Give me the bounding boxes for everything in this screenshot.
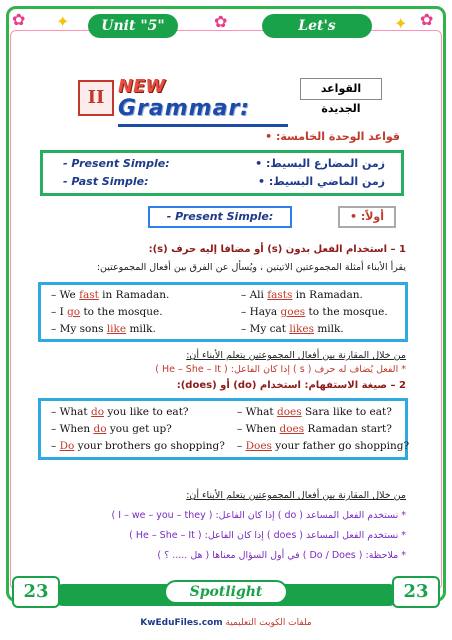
flower-icon: ✿ bbox=[214, 12, 228, 31]
site-link[interactable]: KwEduFiles.com bbox=[140, 618, 223, 628]
first-tag: أولاً: • bbox=[338, 206, 396, 228]
star-icon: ✦ bbox=[394, 14, 408, 33]
example-left: – What do you like to eat? bbox=[51, 406, 189, 418]
rule2-heading: 2 – صيغة الاستفهام: استخدام (do) أو (does): bbox=[176, 380, 406, 391]
tenses-box bbox=[40, 150, 404, 196]
page-number-left: 23 bbox=[12, 576, 60, 608]
learn2-heading: من خلال المقارنة بين أفعال المجموعتين يتعلم الأبناء أن: bbox=[186, 490, 406, 501]
site-footer bbox=[0, 618, 452, 628]
tense-row bbox=[43, 157, 401, 177]
example-left: – I go to the mosque. bbox=[51, 306, 163, 318]
page-number-right: 23 bbox=[392, 576, 440, 608]
tense-en: - Present Simple: bbox=[63, 157, 170, 170]
flower-icon: ✿ bbox=[420, 10, 434, 29]
learn2-note: * نستخدم الفعل المساعد ( does ) إذا كان الفاعل: ( He – She – It ) bbox=[129, 530, 406, 541]
example-left: – My sons like milk. bbox=[51, 323, 156, 335]
example-left: – When do you get up? bbox=[51, 423, 172, 435]
examples-box-1 bbox=[38, 282, 408, 342]
example-right: – Does your father go shopping? bbox=[237, 440, 410, 452]
star-icon: ✦ bbox=[56, 12, 70, 31]
learn1-note: * الفعل يُضاف له حرف ( s ) إذا كان الفاعل: ( He – She – It ) bbox=[155, 364, 406, 375]
lesson-title-badge: Let's celebrate bbox=[262, 14, 372, 38]
rule1-instruction: يقرأ الأبناء أمثلة المجموعتين الاتيتين ، ويُسأل عن الفرق بين أفعال المجموعتين: bbox=[96, 262, 406, 273]
present-simple-tag: - Present Simple: bbox=[148, 206, 292, 228]
example-right: – Haya goes to the mosque. bbox=[241, 306, 388, 318]
unit-rules-heading: قواعد الوحدة الخامسة: • bbox=[265, 130, 400, 143]
book-name-badge: Spotlight bbox=[164, 580, 288, 604]
flower-icon: ✿ bbox=[12, 10, 26, 29]
examples-box-2 bbox=[38, 398, 408, 460]
example-right: – Ali fasts in Ramadan. bbox=[241, 289, 363, 301]
tense-row bbox=[43, 175, 401, 195]
example-right: – What does Sara like to eat? bbox=[237, 406, 392, 418]
new-label: NEW bbox=[118, 76, 166, 97]
section-number: II bbox=[78, 80, 114, 116]
learn2-note: * ملاحظة: ( Do / Does ) في أول السؤال معناها ( هل ..... ؟ ) bbox=[157, 550, 406, 561]
example-right: – My cat likes milk. bbox=[241, 323, 344, 335]
tense-en: - Past Simple: bbox=[63, 175, 149, 188]
tense-ar: زمن الماضي البسيط: • bbox=[258, 175, 385, 188]
grammar-underline bbox=[118, 124, 288, 127]
unit-badge: Unit "5" bbox=[88, 14, 178, 38]
site-caption: ملفات الكويت التعليمية bbox=[225, 618, 312, 628]
example-left: – We fast in Ramadan. bbox=[51, 289, 170, 301]
learn1-heading: من خلال المقارنة بين أفعال المجموعتين يتعلم الأبناء أن: bbox=[186, 350, 406, 361]
grammar-heading: Grammar: bbox=[118, 96, 251, 121]
arabic-title: القواعد الجديدة bbox=[300, 78, 382, 100]
tense-ar: زمن المضارع البسيط: • bbox=[255, 157, 385, 170]
example-left: – Do your brothers go shopping? bbox=[51, 440, 225, 452]
rule1-heading: 1 – استخدام الفعل بدون (s) أو مضافا إليه حرف (s): bbox=[148, 244, 406, 255]
learn2-note: * نستخدم الفعل المساعد ( do ) إذا كان الفاعل: ( I – we – you – they ) bbox=[111, 510, 406, 521]
example-right: – When does Ramadan start? bbox=[237, 423, 392, 435]
